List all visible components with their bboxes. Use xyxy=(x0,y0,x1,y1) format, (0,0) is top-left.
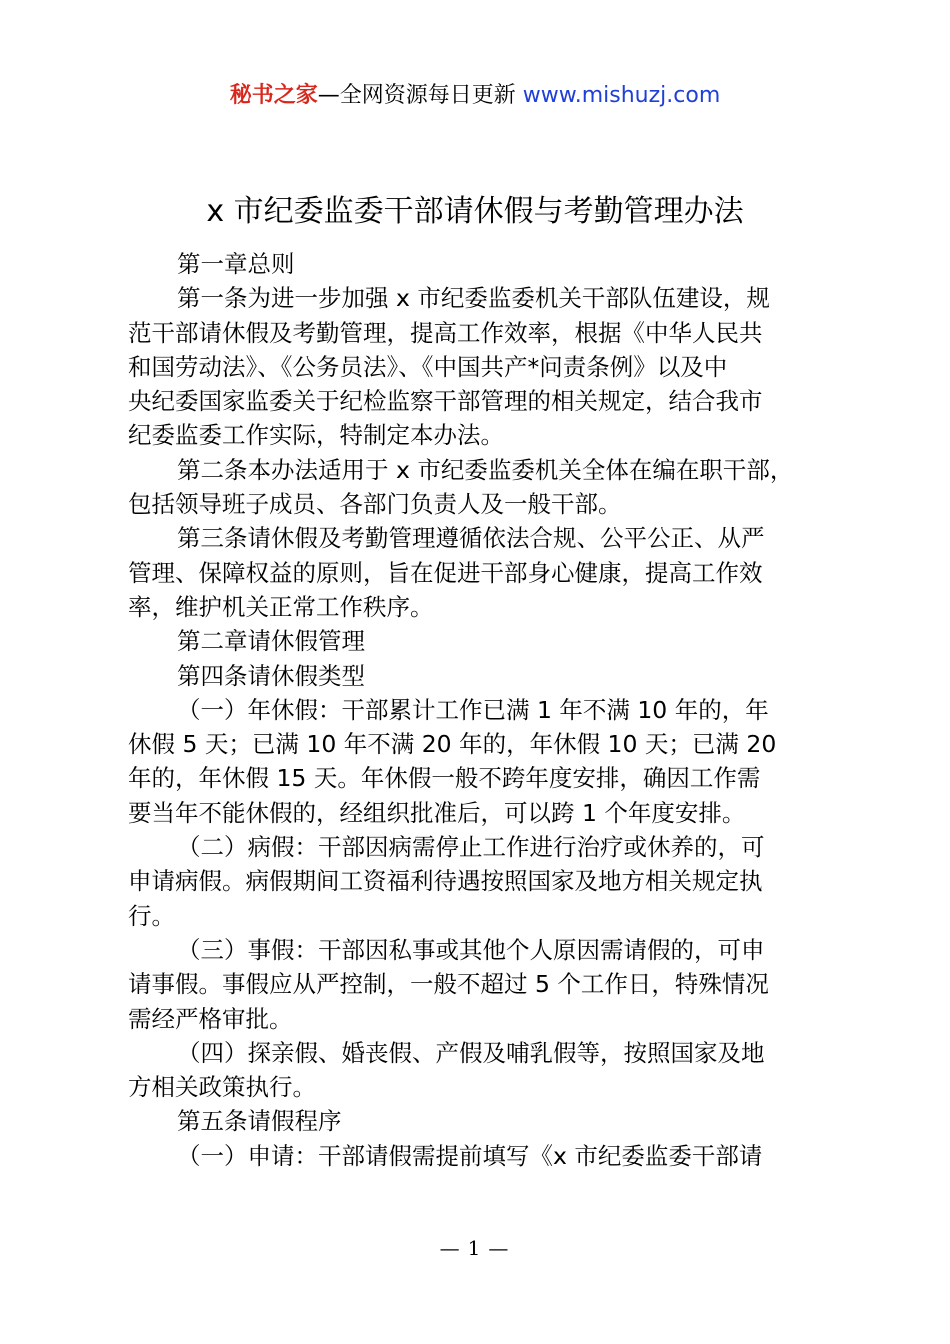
paragraph-line: 包括领导班子成员、各部门负责人及一般干部。 xyxy=(128,490,622,519)
paragraph-line: 年的，年休假 15 天。年休假一般不跨年度安排，确因工作需 xyxy=(128,764,761,793)
site-url-link[interactable]: www.mishuzj.com xyxy=(522,83,721,108)
chapter-heading: 第一章总则 xyxy=(177,250,295,278)
paragraph-line: （一）申请：干部请假需提前填写《x 市纪委监委干部请 xyxy=(177,1141,763,1170)
site-tagline: —全网资源每日更新 xyxy=(317,83,516,108)
paragraph-line: 方相关政策执行。 xyxy=(128,1073,316,1102)
paragraph-line: （二）病假：干部因病需停止工作进行治疗或休养的，可 xyxy=(177,833,765,862)
paragraph-line: 央纪委国家监委关于纪检监察干部管理的相关规定，结合我市 xyxy=(128,387,763,416)
paragraph-line: 纪委监委工作实际，特制定本办法。 xyxy=(128,421,504,450)
paragraph-line: （一）年休假：干部累计工作已满 1 年不满 10 年的，年 xyxy=(177,695,769,724)
page-number xyxy=(0,1234,950,1262)
paragraph-line: 申请病假。病假期间工资福利待遇按照国家及地方相关规定执 xyxy=(128,867,763,896)
site-header xyxy=(0,80,950,112)
paragraph-line: （三）事假：干部因私事或其他个人原因需请假的，可申 xyxy=(177,935,765,964)
article-heading: 第四条请休假类型 xyxy=(177,661,365,690)
page-number-dash: — xyxy=(439,1236,462,1260)
paragraph-line: 请事假。事假应从严控制，一般不超过 5 个工作日，特殊情况 xyxy=(128,970,769,999)
page-number-value: 1 xyxy=(467,1236,483,1260)
paragraph-line: 第一条为进一步加强 x 市纪委监委机关干部队伍建设，规 xyxy=(177,284,770,313)
paragraph-line: 休假 5 天；已满 10 年不满 20 年的，年休假 10 天；已满 20 xyxy=(128,730,777,759)
paragraph-line: 管理、保障权益的原则，旨在促进干部身心健康，提高工作效 xyxy=(128,558,763,587)
page-number-dash: — xyxy=(488,1236,511,1260)
paragraph-line: 要当年不能休假的，经组织批准后，可以跨 1 个年度安排。 xyxy=(128,798,746,827)
chapter-heading: 第二章请休假管理 xyxy=(177,627,365,656)
document-body xyxy=(128,247,848,1173)
site-brand: 秘书之家 xyxy=(229,83,318,108)
paragraph-line: 和国劳动法》、《公务员法》、《中国共产*问责条例》以及中 xyxy=(128,352,728,381)
paragraph-line: 率，维护机关正常工作秩序。 xyxy=(128,592,434,621)
paragraph-line: 需经严格审批。 xyxy=(128,1004,293,1033)
document-title: x 市纪委监委干部请休假与考勤管理办法 xyxy=(206,194,744,229)
paragraph-line: 范干部请休假及考勤管理，提高工作效率，根据《中华人民共 xyxy=(128,318,763,347)
article-heading: 第五条请假程序 xyxy=(177,1107,342,1136)
paragraph-line: 行。 xyxy=(128,901,175,930)
paragraph-line: 第二条本办法适用于 x 市纪委监委机关全体在编在职干部， xyxy=(177,455,794,484)
paragraph-line: （四）探亲假、婚丧假、产假及哺乳假等，按照国家及地 xyxy=(177,1038,765,1067)
paragraph-line: 第三条请休假及考勤管理遵循依法合规、公平公正、从严 xyxy=(177,524,765,553)
